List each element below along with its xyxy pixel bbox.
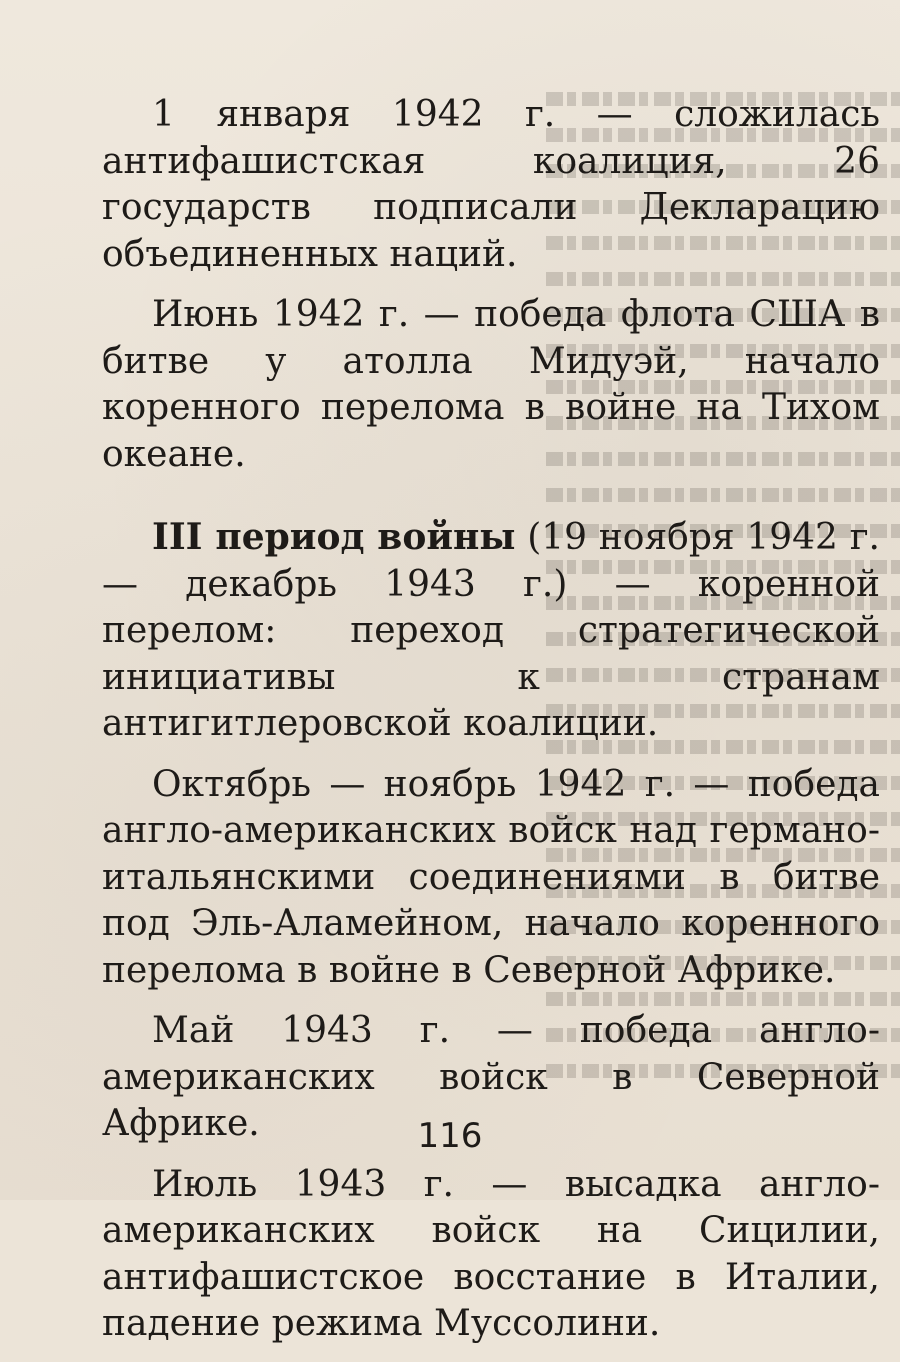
paragraph-jun-1942 (102, 292, 880, 478)
paragraph-text: 1 января 1942 г. — сложилась антифашистская коалиция, 26 государств подписали Декларацию объединенных наций. (102, 94, 880, 275)
paragraph-text: Июль 1943 г. — высадка англо-американских войск на Сицилии, антифашистское восстание в Италии, падение режима Муссолини. (102, 1163, 880, 1344)
paragraph-text: (19 ноября 1942 г. — декабрь 1943 г.) — коренной перелом: переход стратегической инициативы к странам антигитлеровской коалиции. (102, 517, 880, 744)
page-number: 116 (417, 1116, 483, 1156)
paragraph-jan-1942 (102, 92, 880, 278)
section-heading: III период войны (152, 516, 516, 558)
paragraph-period-3 (102, 514, 880, 748)
paragraph-jul-1943 (102, 1162, 880, 1348)
paragraph-text: Июнь 1942 г. — победа флота США в битве у атолла Мидуэй, начало коренного перелома в войне на Тихом океане. (102, 294, 880, 475)
paragraph-text: Май 1943 г. — победа англо-американских войск в Северной Африке. (102, 1010, 880, 1144)
paragraph-oct-nov-1942 (102, 762, 880, 995)
paragraph-text: Октябрь — ноябрь 1942 г. — победа англо-американских войск над германо-итальянскими соединениями в битве под Эль-Аламейном, начало коренного перелома в войне в Северной Африке. (102, 763, 880, 991)
page-body (102, 92, 880, 1362)
